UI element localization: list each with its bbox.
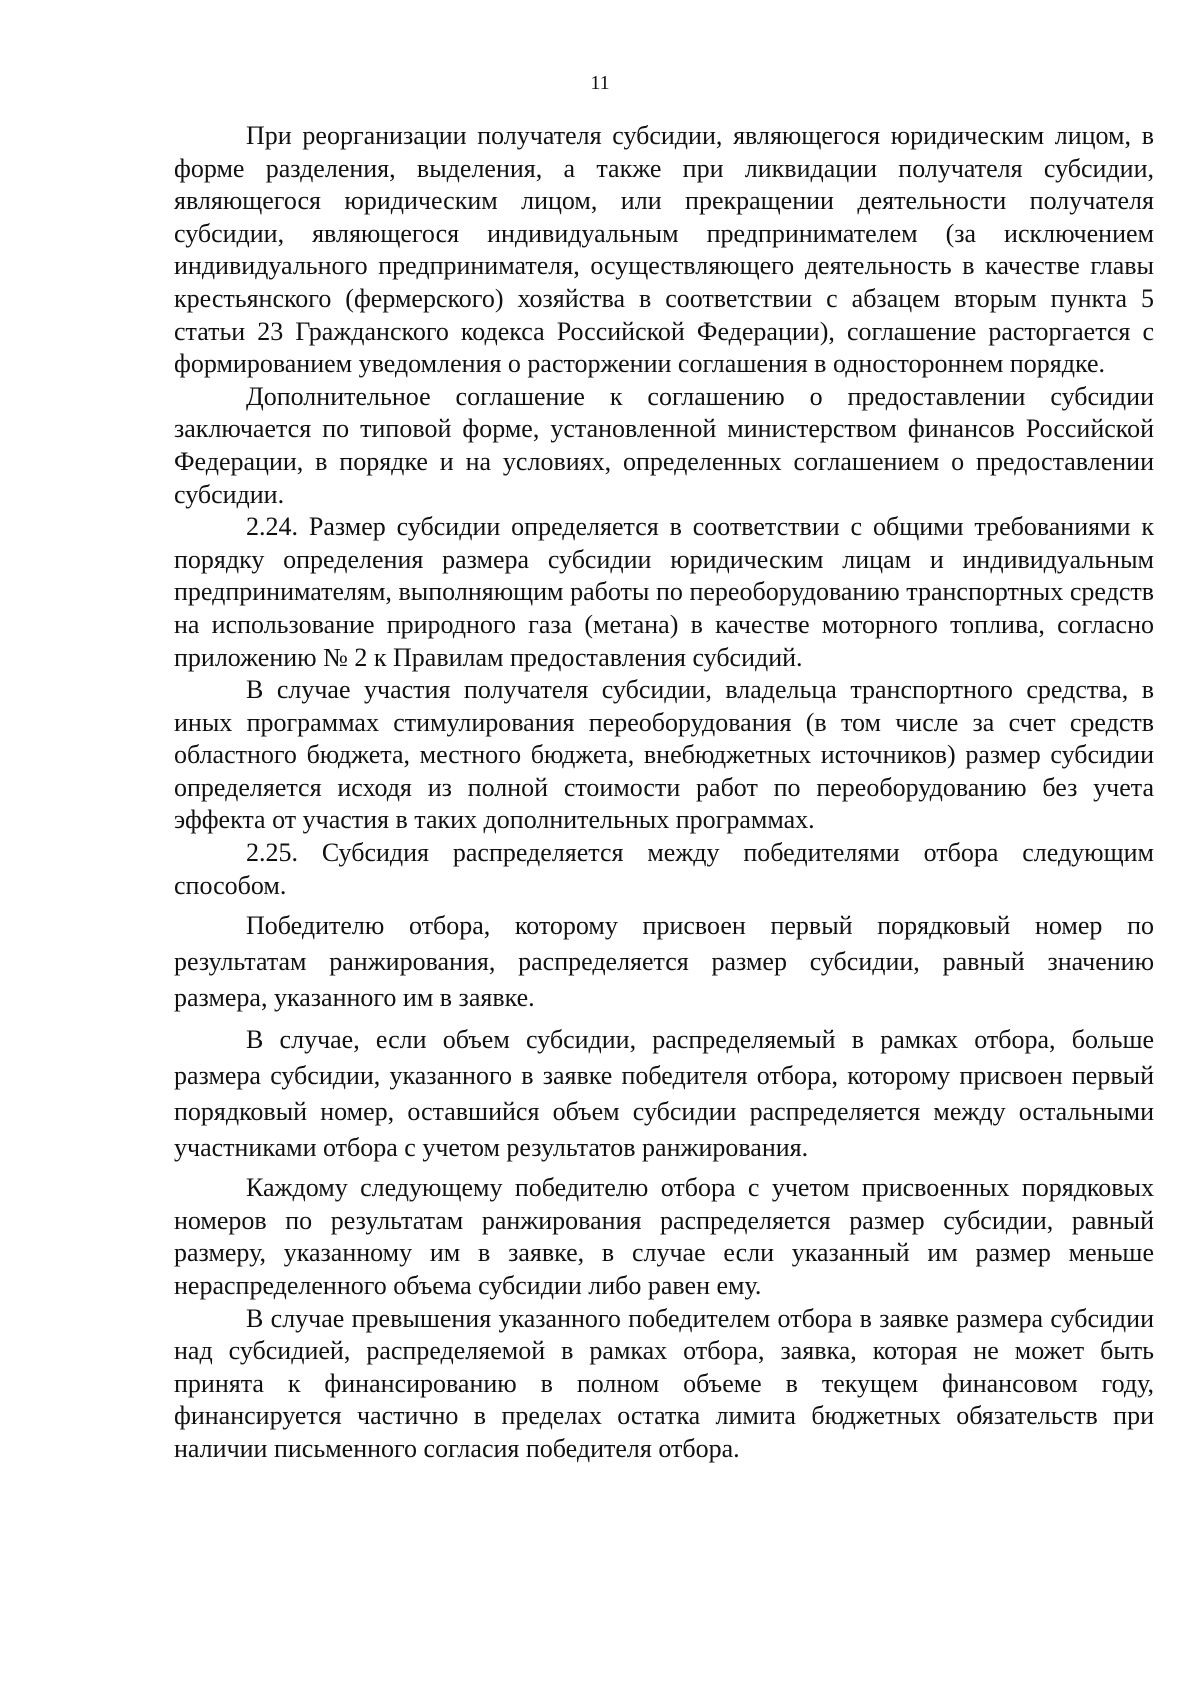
document-body <box>174 120 1154 1466</box>
paragraph-remaining-volume: В случае, если объем субсидии, распределяемый в рамках отбора, больше размера субсидии, указанного в заявке победителя отбора, которому присвоен первый порядковый номер, оставшийся объем субсидии распределяется между остальными участниками отбора с учетом результатов ранжирования. <box>174 1025 1154 1163</box>
paragraph-additional-agreement: Дополнительное соглашение к соглашению о предоставлении субсидии заключается по типовой форме, установленной министерством финансов Российской Федерации, в порядке и на условиях, определенных соглашением о предоставлении субсидии. <box>174 381 1154 509</box>
paragraph-next-winner: Каждому следующему победителю отбора с учетом присвоенных порядковых номеров по результатам ранжирования распределяется размер субсидии, равный размеру, указанному им в заявке, в случае если указанный им размер меньше нераспределенного объема субсидии либо равен ему. <box>174 1173 1154 1301</box>
page-number: 11 <box>590 72 610 94</box>
paragraph-reorganization: При реорганизации получателя субсидии, являющегося юридическим лицом, в форме разделения, выделения, а также при ликвидации получателя субсидии, являющегося юридическим лицом, или прекращении деятельности получателя субсидии, являющегося индивидуальным предпринимателем (за исключением индивидуального предпринимателя, осуществляющего деятельность в качестве главы крестьянского (фермерского) хозяйства в соответствии с абзацем вторым пункта 5 статьи 23 Гражданского кодекса Российской Федерации), соглашение расторгается с формированием уведомления о расторжении соглашения в одностороннем порядке. <box>174 121 1154 379</box>
paragraph-first-winner: Победителю отбора, которому присвоен первый порядковый номер по результатам ранжирования, распределяется размер субсидии, равный значению размера, указанного им в заявке. <box>174 911 1154 1013</box>
paragraph-2-24-subsidy-size: 2.24. Размер субсидии определяется в соответствии с общими требованиями к порядку определения размера субсидии юридическим лицам и индивидуальным предпринимателям, выполняющим работы по переоборудованию транспортных средств на использование природного газа (метана) в качестве моторного топлива, согласно приложению № 2 к Правилам предоставления субсидий. <box>174 512 1154 672</box>
paragraph-partial-funding: В случае превышения указанного победителем отбора в заявке размера субсидии над субсидией, распределяемой в рамках отбора, заявка, которая не может быть принята к финансированию в полном объеме в текущем финансовом году, финансируется частично в пределах остатка лимита бюджетных обязательств при наличии письменного согласия победителя отбора. <box>174 1303 1154 1463</box>
paragraph-other-programs: В случае участия получателя субсидии, владельца транспортного средства, в иных программах стимулирования переоборудования (в том числе за счет средств областного бюджета, местного бюджета, внебюджетных источников) размер субсидии определяется исходя из полной стоимости работ по переоборудованию без учета эффекта от участия в таких дополнительных программах. <box>174 675 1154 835</box>
paragraph-2-25-distribution: 2.25. Субсидия распределяется между победителями отбора следующим способом. <box>174 838 1154 900</box>
